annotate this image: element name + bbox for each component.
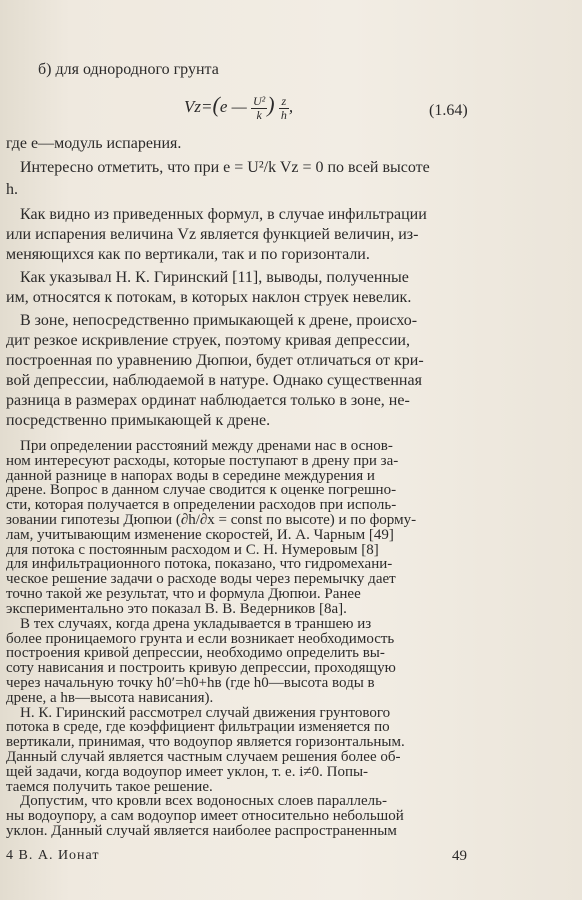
text-line: построенная по уравнению Дюпюи, будет отличаться от кри- [6,352,424,369]
text-line: через начальную точку h0′=h0+hв (где h0—высота воды в [6,675,375,691]
formula-close-paren: ) [267,92,275,117]
text-line: потока в среде, где коэффициент фильтрации изменяется по [6,719,390,735]
frac-den: h [280,107,287,122]
formula-comma: , [288,97,294,116]
text-line: Как указывал Н. К. Гиринский [11], выводы, полученные [20,269,409,286]
text-line: или испарения величина Vz является функцией величин, из- [6,226,419,243]
text-line: разница в размерах ординат наблюдается только в зоне, не- [6,392,410,409]
text-line: таемся получить такое решение. [6,779,213,795]
text-line: вертикали, принимая, что водоупор является горизонтальным. [6,734,405,750]
text-line: h. [6,181,18,198]
text-line: уклон. Данный случай является наиболее распространенным [6,823,397,839]
formula-open-paren: ( [212,92,220,117]
text-line: щей задачи, когда водоупор имеет уклон, т. е. i≠0. Попы- [6,764,369,780]
text-line: Как видно из приведенных формул, в случае инфильтрации [20,206,427,223]
text-line: сти, которая получается в определении расходов при исполь- [6,497,397,513]
text-line: В зоне, непосредственно примыкающей к дрене, происхо- [20,312,418,329]
text-line: дит резкое искривление струек, поэтому кривая депрессии, [6,332,410,349]
equation-number: (1.64) [429,102,468,119]
text-line: Данный случай является частным случаем решения более об- [6,749,401,765]
text-line: дрене. Вопрос в данном случае сводится к оценке погрешно- [6,482,397,498]
text-line: вой депрессии, наблюдаемой в натуре. Однако существенная [6,372,422,389]
frac-num: z [279,95,289,109]
page-number: 49 [452,848,467,864]
fraction-z-h [279,95,289,122]
text-line: Допустим, что кровли всех водоносных слоев параллель- [20,793,387,809]
text-line: меняющихся как по вертикали, так и по горизонтали. [6,246,370,263]
text-line: В тех случаях, когда дрена укладывается в траншею из [20,616,372,632]
text-line: При определении расстояний между дренами нас в основ- [20,438,393,454]
text-line: зовании гипотезы Дюпюи (∂h/∂x = const по высоте) и по форму- [6,512,417,528]
text-line: для инфильтрационного потока, показано, что гидромехани- [6,556,393,572]
text-line: посредственно примыкающей к дрене. [6,412,271,429]
frac-num: U² [252,93,266,108]
text-line: ны водоупору, а сам водоупор имеет относительно небольшой [6,808,404,824]
text-line: ческое решение задачи о расходе воды через перемычку дает [6,571,396,587]
subsection-heading: б) для однородного грунта [38,61,219,78]
fraction-u2-k [251,95,267,122]
footer-author: 4 В. А. Ионат [6,848,100,863]
text-line: соту нависания и построить кривую депрессии, проходящую [6,660,396,676]
text-line: им, относятся к потокам, в которых наклон струек невелик. [6,289,412,306]
text-line: данной разнице в напорах воды в середине междурения и [6,468,375,484]
formula-minus: — [231,97,247,116]
equation-1-64 [0,92,582,136]
frac-den: k [256,107,262,122]
formula-e: e [219,97,228,116]
text-line: построения кривой депрессии, необходимо определить вы- [6,645,385,661]
formula [184,92,293,122]
formula-equals: = [201,97,213,116]
text-line: дрене, а hв—высота нависания). [6,690,214,706]
formula-lhs: Vz [184,97,201,116]
text-line: лам, учитывающим изменение скоростей, И. А. Чарным [49] [6,527,394,543]
text-line: для потока с постоянным расходом и С. Н. Нумеровым [8] [6,542,379,558]
text-line: более проницаемого грунта и если возникает необходимость [6,631,395,647]
text-line: точно такой же результат, что и формула Дюпюи. Ранее [6,586,361,602]
text-line: Н. К. Гиринский рассмотрел случай движения грунтового [20,705,391,721]
text-line: Интересно отметить, что при e = U²/k Vz = 0 по всей высоте [20,159,430,176]
text-line: экспериментально это показал В. В. Ведерников [8а]. [6,601,347,617]
text-line: где e—модуль испарения. [6,135,182,152]
text-line: ном интересуют расходы, которые поступают в дрену при за- [6,453,399,469]
